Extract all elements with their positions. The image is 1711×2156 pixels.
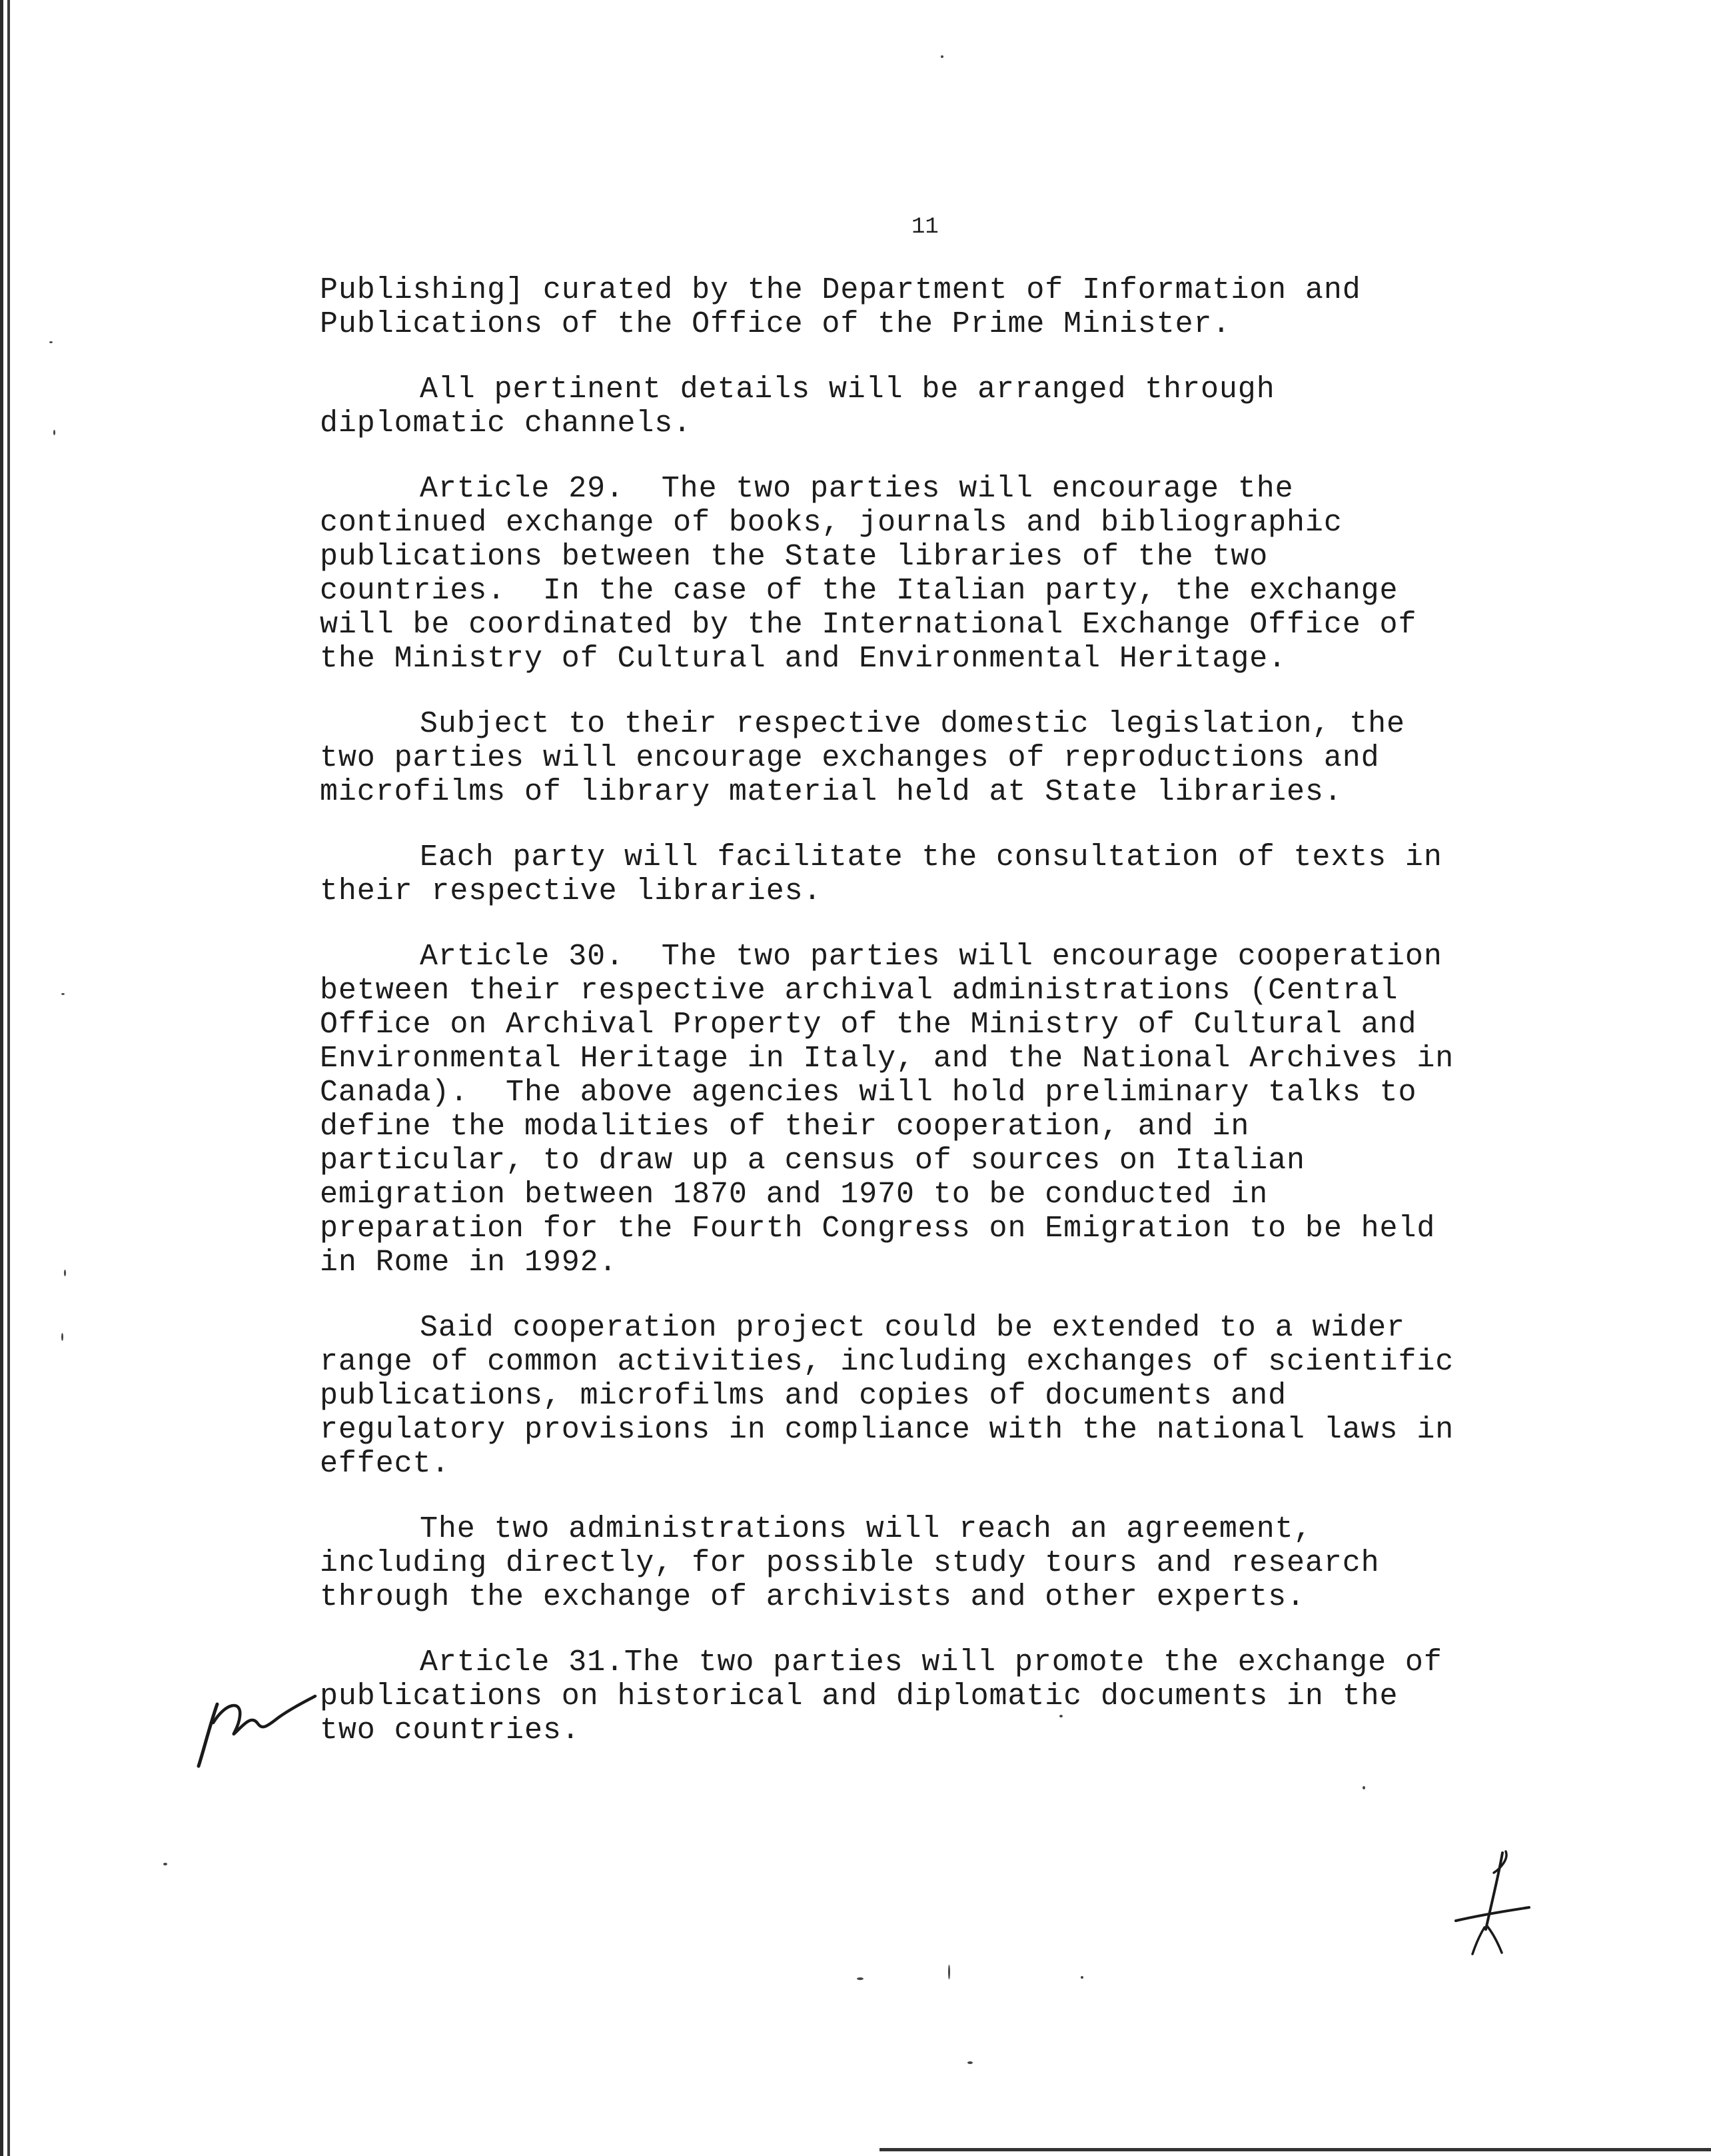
paragraph-administrations: The two administrations will reach an agreement, including directly, for possible study tours and research through the exchange of archivists and other experts.: [320, 1512, 1380, 1614]
paragraph-cooperation-project: Said cooperation project could be extended to a wider range of common activities, including exchanges of scientific publications, microfilms and copies of documents and regulatory provisions in compliance with the national laws in effect.: [320, 1311, 1454, 1481]
bottom-edge-rule: [879, 2148, 1711, 2151]
scan-speck: [1059, 1715, 1063, 1717]
handwritten-initials-icon: [179, 1676, 325, 1779]
page-binding-edge: [0, 0, 13, 2156]
scan-speck: [64, 1270, 66, 1276]
scan-speck: [948, 1965, 950, 1979]
page-number: 11: [911, 215, 939, 240]
scan-speck: [163, 1863, 167, 1865]
scan-speck: [1363, 1786, 1365, 1789]
document-body: [320, 273, 1552, 1779]
scan-speck: [49, 341, 53, 343]
scan-speck: [941, 55, 943, 58]
scan-speck: [61, 993, 65, 995]
paragraph-publishing: Publishing] curated by the Department of Information and Publications of the Office of the Prime Minister.: [320, 273, 1361, 341]
paragraph-consultation: Each party will facilitate the consultation of texts in their respective libraries.: [320, 840, 1442, 908]
scan-speck: [61, 1333, 63, 1341]
scan-speck: [967, 2061, 973, 2064]
scan-speck: [857, 1977, 863, 1980]
scan-speck: [1081, 1976, 1083, 1979]
paragraph-details: All pertinent details will be arranged through diplomatic channels.: [320, 373, 1275, 441]
handwritten-mark-icon: [1446, 1846, 1539, 1963]
paragraph-article-31: Article 31.The two parties will promote the exchange of publications on historical and diplomatic documents in the two countries.: [320, 1645, 1442, 1747]
paragraph-article-29: Article 29. The two parties will encourage the continued exchange of books, journals and bibliographic publications between the State libraries of the two countries. In the case of the Italian party, the exchange will be coordinated by the International Exchange Office of the Ministry of Cultural and Environmental Heritage.: [320, 472, 1417, 676]
paragraph-reproductions: Subject to their respective domestic legislation, the two parties will encourage exchanges of reproductions and microfilms of library material held at State libraries.: [320, 707, 1405, 809]
paragraph-article-30: Article 30. The two parties will encourage cooperation between their respective archival administrations (Central Office on Archival Property of the Ministry of Cultural and Environmental Heritage in Italy, and the National Archives in Canada). The above agencies will hold preliminary talks to define the modalities of their cooperation, and in particular, to draw up a census of sources on Italian emigration between 1870 and 1970 to be conducted in preparation for the Fourth Congress on Emigration to be held in Rome in 1992.: [320, 940, 1454, 1280]
scan-speck: [53, 430, 55, 435]
